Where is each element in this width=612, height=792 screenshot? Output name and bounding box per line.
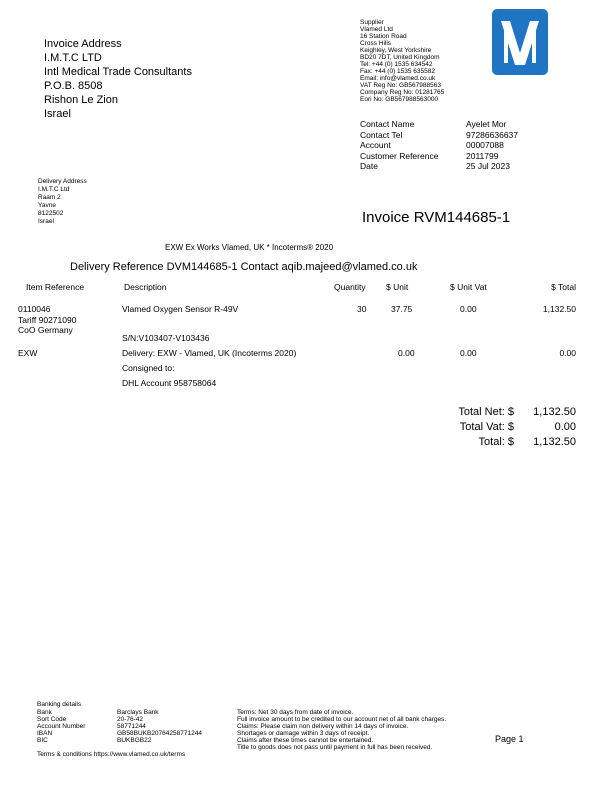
account-number-label: Account Number (37, 723, 86, 730)
banking-values (117, 709, 202, 744)
account-number-value: 58771244 (117, 723, 146, 730)
supplier-line: VAT Reg No: GB567988563 (360, 82, 441, 89)
terms-block (237, 709, 446, 751)
invoice-address (44, 37, 192, 121)
totals-labels (458, 405, 514, 450)
delivery-address-line: Raam 2 (38, 194, 61, 201)
incoterms-line: EXW Ex Works Vlamed, UK * Incoterms® 2020 (165, 243, 334, 252)
totals-values (533, 405, 576, 450)
header-unit-vat: $ Unit Vat (450, 282, 487, 292)
supplier-block (360, 19, 444, 103)
contact-tel-label: Contact Tel (360, 129, 403, 140)
delivery-address-line: Yavne (38, 202, 56, 209)
bank-label: Bank (37, 709, 52, 716)
terms-line: Claims: Please claim non delivery within 14 days of invoice. (237, 723, 409, 730)
terms-line: Shortages or damage within 3 days of receipt. (237, 730, 370, 737)
terms-line: Title to goods does not pass until payment in full has been received. (237, 744, 433, 751)
header-quantity: Quantity (334, 282, 366, 292)
row2-item: EXW (18, 348, 38, 358)
bank-value: Barclays Bank (117, 709, 159, 716)
invoice-title: Invoice RVM144685-1 (362, 209, 511, 226)
invoice-address-line: Israel (44, 108, 71, 120)
supplier-line: Cross Hills (360, 40, 392, 47)
account-label: Account (360, 140, 391, 150)
bic-label: BIC (37, 737, 48, 744)
date-value: 25 Jul 2023 (466, 161, 510, 171)
banking-labels (37, 709, 85, 744)
bic-value: BUKBGB22 (117, 737, 152, 744)
total-vat-label: Total Vat: $ (459, 421, 514, 433)
header-total: $ Total (551, 282, 576, 292)
row2-unit: 0.00 (398, 348, 415, 358)
total-net-label: Total Net: $ (458, 406, 514, 418)
total-label: Total: $ (478, 436, 514, 448)
delivery-address-line: 8122502 (38, 210, 64, 217)
account-value: 00007088 (466, 140, 504, 150)
delivery-address-line: I.M.T.C Ltd (38, 186, 70, 193)
supplier-line: Vlamed Ltd (360, 26, 393, 33)
page-number: Page 1 (495, 734, 524, 744)
customer-reference-value: 2011799 (466, 150, 499, 161)
row2-unit-vat: 0.00 (460, 348, 477, 358)
total-value: 1,132.50 (533, 436, 576, 448)
date-label: Date (360, 161, 378, 171)
delivery-address (38, 178, 87, 226)
header-description: Description (124, 282, 167, 292)
item-code: 0110046 (18, 304, 51, 314)
table-row-item (18, 304, 76, 336)
total-vat-value: 0.00 (554, 421, 576, 433)
row2-consigned: Consigned to: (122, 363, 175, 373)
supplier-line: Fax: +44 (0) 1535 635582 (360, 68, 435, 75)
row1-description: Vlamed Oxygen Sensor R-49V (122, 304, 239, 314)
row2-description: Delivery: EXW - Vlamed, UK (Incoterms 2020) (122, 348, 297, 358)
supplier-line: Tel: +44 (0) 1535 634542 (360, 61, 433, 68)
terms-line: Claims after these times cannot be entertained. (237, 737, 374, 744)
supplier-line: Keighley, West Yorkshire (360, 47, 432, 54)
vlamed-logo-icon (492, 9, 548, 75)
terms-line: Terms: Net 30 days from date of invoice. (237, 709, 354, 716)
invoice-address-line: P.O.B. 8508 (44, 80, 103, 92)
supplier-line: Eori No: GB567988563000 (360, 96, 439, 103)
item-origin: CoO Germany (18, 325, 73, 335)
invoice-address-line: I.M.T.C LTD (44, 52, 102, 64)
supplier-line: Supplier (360, 19, 384, 26)
invoice-address-line: Intl Medical Trade Consultants (44, 66, 192, 78)
delivery-reference: Delivery Reference DVM144685-1 Contact aqib.majeed@vlamed.co.uk (70, 261, 418, 273)
row1-unit-vat: 0.00 (460, 304, 477, 314)
invoice-address-heading: Invoice Address (44, 38, 122, 50)
contact-values (466, 119, 518, 172)
row2-dhl-account: DHL Account 958758064 (122, 378, 217, 388)
iban-value: GB58BUKB20764258771244 (117, 730, 202, 737)
iban-label: IBAN (37, 730, 53, 737)
supplier-line: Company Reg No: 01281765 (360, 89, 445, 96)
contact-name-value: Ayelet Mor (466, 119, 507, 129)
sort-code-value: 20-76-42 (117, 716, 144, 723)
supplier-line: Email: info@vlamed.co.uk (360, 75, 436, 82)
row1-quantity: 30 (357, 304, 367, 314)
row1-unit: 37.75 (391, 304, 413, 314)
row1-serial: S/N:V103407-V103436 (122, 333, 210, 343)
supplier-line: BD20 7DT, United Kingdom (360, 54, 440, 61)
banking-heading: Banking details (37, 701, 82, 708)
terms-link[interactable]: Terms & conditions https://www.vlamed.co.uk/terms (37, 751, 186, 758)
row1-total: 1,132.50 (542, 304, 576, 314)
invoice-address-line: Rishon Le Zion (44, 94, 118, 106)
terms-line: Full invoice amount to be credited to our account net of all bank charges. (237, 716, 447, 723)
header-unit: $ Unit (386, 282, 409, 292)
delivery-address-line: Delivery Address (38, 178, 87, 185)
contact-labels (360, 119, 438, 172)
contact-name-label: Contact Name (360, 119, 415, 129)
row2-total: 0.00 (559, 348, 576, 358)
header-item-reference: Item Reference (26, 282, 85, 292)
sort-code-label: Sort Code (37, 716, 67, 723)
contact-tel-value: 97286636637 (466, 129, 519, 140)
item-tariff: Tariff 90271090 (18, 314, 77, 325)
total-net-value: 1,132.50 (533, 406, 576, 418)
customer-reference-label: Customer Reference (360, 150, 439, 161)
supplier-line: 16 Station Road (360, 33, 407, 40)
delivery-address-line: Israel (38, 218, 54, 225)
